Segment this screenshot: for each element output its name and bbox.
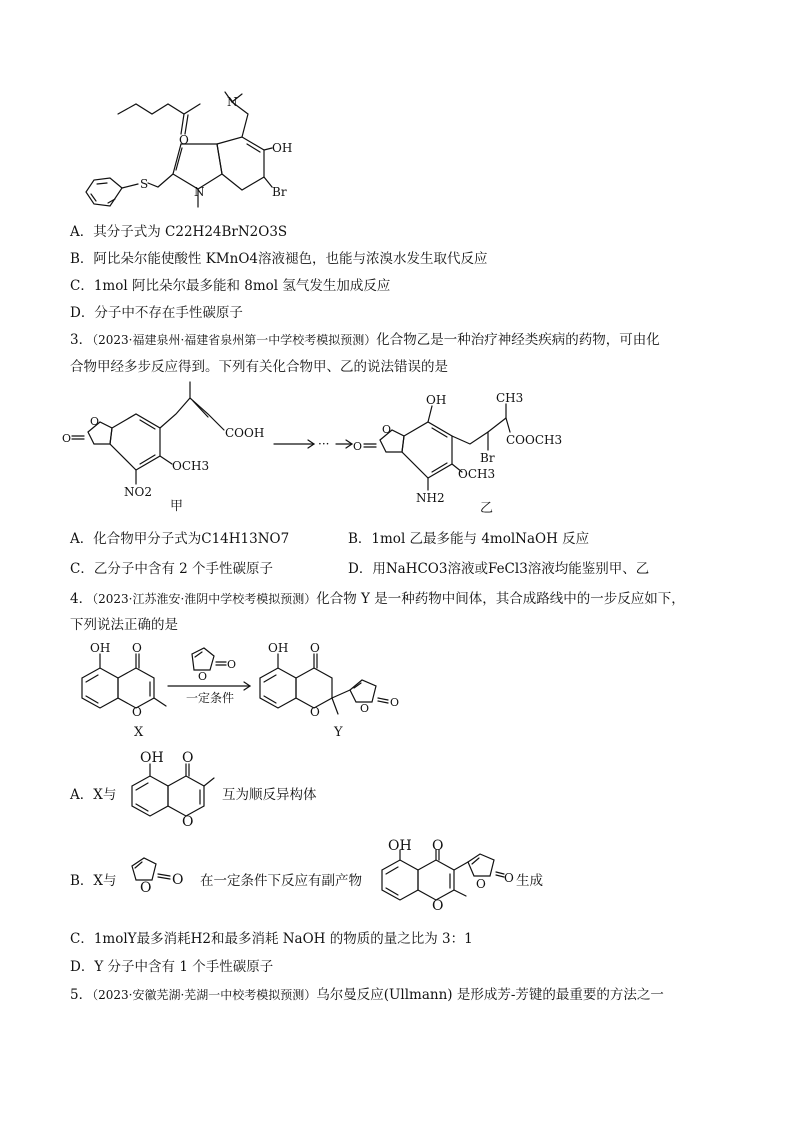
opt-b-oh: OH (388, 838, 412, 854)
q4-option-b-suffix: 生成 (516, 873, 543, 889)
q4-option-b-byproduct (372, 838, 514, 916)
jia-name: 甲 (170, 499, 184, 514)
q4-scheme (60, 640, 460, 740)
q4-option-a-structure (122, 750, 222, 836)
question-stem: 乌尔曼反应(Ullmann) 是形成芳-芳键的最重要的方法之一 (316, 987, 664, 1003)
q3-stem-line1 (70, 331, 660, 349)
y-lactone-carbonyl-o: O (390, 696, 400, 709)
jia-carbonyl-oxygen: O (62, 432, 72, 445)
q4-option-a-suffix: 互为顺反异构体 (222, 787, 317, 803)
opt-a-ring-o: O (182, 814, 194, 830)
q4-option-c: C．1molY最多消耗H2和最多消耗 NaOH 的物质的量之比为 3：1 (70, 931, 473, 947)
question-source: （2023·安徽芜湖·芜湖一中校考模拟预测） (92, 988, 317, 1002)
yi-carbonyl-oxygen: O (353, 440, 363, 453)
arbidol-structure (60, 92, 293, 217)
q4-stem-line1 (70, 590, 685, 608)
yi-ch3: CH3 (496, 391, 524, 405)
q4-option-b-middle: 在一定条件下反应有副产物 (200, 873, 362, 889)
yi-nh2: NH2 (416, 491, 445, 505)
reaction-dots: ··· (318, 437, 330, 451)
amine-nitrogen-label: N (227, 95, 238, 109)
opt-a-carbonyl-o: O (182, 750, 194, 766)
y-label: Y (334, 725, 343, 740)
q5-stem (70, 986, 664, 1004)
q3-option-c: C．乙分子中含有 2 个手性碳原子 (70, 561, 274, 577)
question-stem: 化合物乙是一种治疗神经类疾病的药物，可由化 (376, 332, 660, 348)
q4-option-b-prefix: B．X与 (70, 873, 117, 889)
y-oh: OH (268, 641, 289, 655)
question-number: 4． (70, 591, 93, 607)
opt-b-carbonyl-o: O (432, 838, 444, 854)
opt-b-reagent-carbonyl-o: O (172, 872, 184, 888)
q2-option-d: D．分子中不存在手性碳原子 (70, 305, 243, 321)
question-source: （2023·江苏淮安·淮阴中学校考模拟预测） (92, 592, 317, 606)
yi-cooch3: COOCH3 (506, 433, 563, 447)
opt-b-lactone-ring-o: O (476, 877, 486, 891)
reagent-carbonyl-o: O (227, 658, 237, 671)
q4-option-a-prefix: A．X与 (70, 787, 117, 803)
jia-och3: OCH3 (172, 459, 210, 473)
jia-cooh: COOH (225, 426, 265, 440)
q4-stem-line2: 下列说法正确的是 (70, 617, 178, 633)
hydroxyl-label: OH (272, 141, 293, 155)
x-carbonyl-o: O (132, 641, 142, 655)
yi-och3: OCH3 (458, 467, 496, 481)
q4-option-d: D．Y 分子中含有 1 个手性碳原子 (70, 959, 274, 975)
y-carbonyl-o: O (310, 641, 320, 655)
question-stem: 化合物 Y 是一种药物中间体，其合成路线中的一步反应如下， (316, 591, 685, 607)
q2-option-c: C．1mol 阿比朵尔最多能和 8mol 氢气发生加成反应 (70, 278, 391, 294)
reagent-ring-o: O (198, 670, 208, 683)
jia-no2: NO2 (124, 485, 152, 499)
x-ring-o: O (132, 705, 142, 719)
ester-oxygen-label: O (179, 133, 189, 147)
y-lactone-ring-o: O (360, 702, 370, 715)
q4-option-b-reagent (124, 852, 194, 902)
q3-stem-line2: 合物甲经多步反应得到。下列有关化合物甲、乙的说法错误的是 (70, 359, 448, 375)
opt-b-ring-o: O (432, 898, 444, 914)
q3-option-d: D．用NaHCO3溶液或FeCl3溶液均能鉴别甲、乙 (348, 561, 650, 577)
yi-ring-oxygen: O (382, 423, 392, 436)
opt-b-reagent-ring-o: O (140, 880, 152, 896)
q2-option-b: B．阿比朵尔能使酸性 KMnO4溶液褪色，也能与浓溴水发生取代反应 (70, 251, 488, 267)
bromine-label: Br (272, 185, 287, 199)
q3-option-b: B．1mol 乙最多能与 4molNaOH 反应 (348, 531, 590, 547)
yi-name: 乙 (480, 501, 494, 516)
y-ring-o: O (310, 705, 320, 719)
sulfur-label: S (140, 177, 149, 191)
q2-option-a: A．其分子式为 C22H24BrN2O3S (70, 224, 288, 240)
jia-ring-oxygen: O (90, 415, 100, 428)
x-label: X (134, 725, 144, 740)
opt-a-oh: OH (140, 750, 164, 766)
q3-option-a: A．化合物甲分子式为C14H13NO7 (70, 531, 290, 547)
yi-br: Br (480, 451, 495, 465)
question-source: （2023·福建泉州·福建省泉州第一中学校考模拟预测） (92, 333, 377, 347)
x-oh: OH (90, 641, 111, 655)
question-number: 5． (70, 987, 93, 1003)
question-number: 3． (70, 332, 93, 348)
yi-oh: OH (426, 393, 447, 407)
q3-scheme (60, 382, 580, 516)
reaction-condition: 一定条件 (186, 691, 235, 705)
indole-nitrogen-label: N (194, 185, 205, 199)
opt-b-lactone-carbonyl-o: O (504, 871, 514, 885)
